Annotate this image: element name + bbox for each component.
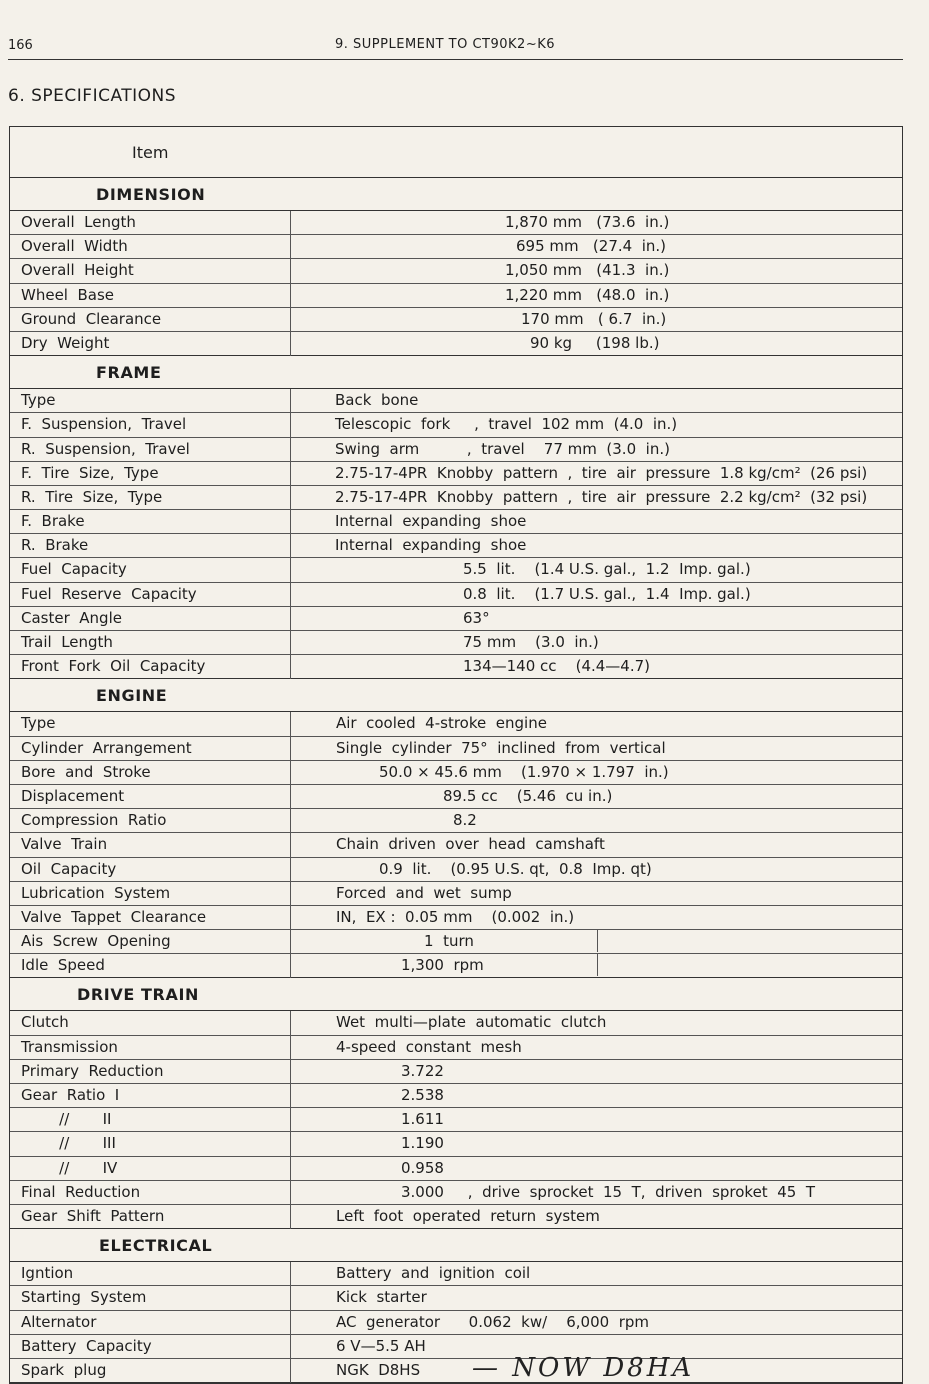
section-heading-label: DRIVE TRAIN [77,985,199,1005]
section-4 [10,1229,902,1383]
column-divider [290,1286,291,1310]
row-label: Wheel Base [21,285,115,304]
section-heading [10,978,902,1011]
table-row [10,809,902,833]
table-row [10,284,902,308]
table-row [10,785,902,809]
row-label: // III [21,1134,116,1153]
table-row [10,235,902,259]
row-value: 2.75-17-4PR Knobby pattern , tire air pressure 1.8 kg/cm² (26 psi) [335,463,868,482]
running-title: 9. SUPPLEMENT TO CT90K2~K6 [335,37,556,52]
row-value: 695 mm (27.4 in.) [516,237,667,256]
section-heading [10,1229,902,1262]
table-row [10,655,902,679]
table-row [10,882,902,906]
row-value: Internal expanding shoe [335,512,527,531]
row-label: Gear Shift Pattern [21,1206,165,1225]
table-row [10,906,902,930]
row-value: Battery and ignition coil [336,1264,531,1283]
row-value: Single cylinder 75° inclined from vertical [336,738,666,757]
specifications-table [9,126,903,1384]
row-label: Cylinder Arrangement [21,738,192,757]
section-0 [10,178,902,356]
table-sections [10,178,902,1383]
table-row [10,534,902,558]
column-divider [290,785,291,809]
table-row [10,1132,902,1156]
row-value: 50.0 × 45.6 mm (1.970 × 1.797 in.) [379,762,669,781]
table-row [10,1108,902,1132]
table-row [10,332,902,356]
column-divider [290,413,291,437]
table-row [10,211,902,235]
item-header-label: Item [132,143,169,162]
table-row [10,1011,902,1035]
table-row [10,462,902,486]
row-label: Overall Width [21,237,128,256]
row-value: Wet multi—plate automatic clutch [336,1013,607,1032]
row-label: Transmission [21,1037,118,1056]
table-row [10,930,902,954]
table-row [10,1036,902,1060]
row-label: Trail Length [21,633,113,651]
row-label: Displacement [21,786,125,805]
row-label: R. Tire Size, Type [21,487,163,506]
row-label: Ais Screw Opening [21,932,171,951]
table-row [10,308,902,332]
section-heading-label: FRAME [96,363,162,383]
row-label: Battery Capacity [21,1336,152,1355]
column-divider [290,583,291,607]
table-row [10,510,902,534]
row-value: 134—140 cc (4.4—4.7) [463,657,651,676]
table-row [10,1084,902,1108]
row-value: 1.611 [401,1110,444,1129]
row-label: Compression Ratio [21,811,167,830]
section-title: 6. SPECIFICATIONS [8,86,177,106]
row-value: 75 mm (3.0 in.) [463,633,599,651]
row-label: Fuel Reserve Capacity [21,584,197,603]
row-label: F. Tire Size, Type [21,463,159,482]
row-label: Final Reduction [21,1182,141,1201]
column-divider [290,1262,291,1286]
column-divider [290,1311,291,1335]
row-value: 1,300 rpm [401,956,484,975]
column-divider [290,1157,291,1181]
row-label: Spark plug [21,1360,107,1379]
section-heading [10,356,902,389]
row-label: Caster Angle [21,608,122,627]
row-label: Oil Capacity [21,859,117,878]
table-row [10,558,902,582]
row-label: Valve Tappet Clearance [21,907,207,926]
row-value: 89.5 cc (5.46 cu in.) [443,786,613,805]
column-divider [290,1205,291,1229]
table-row [10,1352,902,1383]
row-label: Type [21,714,56,733]
row-value: 6 V—5.5 AH [336,1336,426,1355]
row-value: AC generator 0.062 kw/ 6,000 rpm [336,1312,650,1331]
row-label: Clutch [21,1013,69,1032]
section-1 [10,356,902,679]
row-value: 170 mm ( 6.7 in.) [521,309,667,328]
table-row [10,607,902,631]
section-heading [10,178,902,211]
column-divider [290,882,291,906]
row-label: Lubrication System [21,883,171,902]
page-number: 166 [8,38,33,53]
row-value: Internal expanding shoe [335,536,527,555]
column-divider [290,1181,291,1205]
row-label: Igntion [21,1264,74,1283]
row-value: 1.190 [401,1134,444,1153]
table-row [10,389,902,413]
column-divider [290,906,291,930]
row-value: 0.9 lit. (0.95 U.S. qt, 0.8 Imp. qt) [379,859,652,878]
row-value: 1,870 mm (73.6 in.) [505,213,670,231]
row-value: 1,220 mm (48.0 in.) [505,285,670,304]
row-label: F. Brake [21,512,85,531]
column-divider [290,486,291,510]
row-value: 3.000 , drive sprocket 15 T, driven sproket 45 T [401,1182,816,1201]
column-divider [290,510,291,534]
column-divider [290,211,291,235]
row-value: Air cooled 4-stroke engine [336,714,547,733]
row-value: Telescopic fork , travel 102 mm (4.0 in.) [335,415,678,434]
section-2 [10,679,902,978]
column-divider [290,1036,291,1060]
row-label: Overall Length [21,213,136,231]
row-label: Bore and Stroke [21,762,151,781]
table-row [10,1286,902,1310]
row-label: Ground Clearance [21,309,162,328]
row-label: // II [21,1110,112,1129]
row-value: Forced and wet sump [336,883,512,902]
row-value: 1 turn [424,932,474,951]
table-row [10,1311,902,1335]
section-3 [10,978,902,1229]
table-row [10,259,902,283]
page-header [0,0,929,62]
column-divider [290,607,291,631]
row-value: 63° [463,608,490,627]
table-row [10,486,902,510]
table-row [10,1335,902,1359]
column-divider [290,809,291,833]
section-heading-label: ELECTRICAL [99,1236,213,1256]
table-row [10,858,902,882]
row-label: Gear Ratio I [21,1086,120,1104]
column-divider [290,284,291,308]
table-row [10,833,902,857]
row-label: R. Brake [21,536,89,555]
column-divider [290,631,291,655]
column-divider [290,534,291,558]
column-divider [290,558,291,582]
table-row [10,631,902,655]
column-divider [290,655,291,679]
row-value: 4-speed constant mesh [336,1037,522,1056]
column-divider [290,761,291,785]
column-divider [290,389,291,413]
column-divider [290,737,291,761]
column-divider [290,858,291,882]
table-row [10,1181,902,1205]
table-row [10,1157,902,1181]
table-row [10,413,902,437]
header-rule [8,59,903,60]
row-value: 0.8 lit. (1.7 U.S. gal., 1.4 Imp. gal.) [463,584,751,603]
column-divider [290,1359,291,1383]
row-label: Primary Reduction [21,1061,164,1080]
row-label: Type [21,391,56,410]
table-row [10,438,902,462]
column-divider [290,1011,291,1035]
table-row [10,583,902,607]
column-divider [290,1132,291,1156]
row-value: Swing arm , travel 77 mm (3.0 in.) [335,439,670,458]
column-divider [290,1084,291,1108]
row-value: Back bone [335,391,419,410]
row-value: 90 kg (198 lb.) [530,333,660,352]
row-label: Front Fork Oil Capacity [21,657,206,676]
row-value: 0.958 [401,1158,444,1177]
row-value: 2.75-17-4PR Knobby pattern , tire air pressure 2.2 kg/cm² (32 psi) [335,487,868,506]
row-label: Starting System [21,1288,147,1307]
handwritten-note: — NOW D8HA [472,1352,695,1383]
table-row [10,761,902,785]
row-label: Valve Train [21,835,108,854]
row-value: Left foot operated return system [336,1206,600,1225]
column-divider [290,438,291,462]
table-row [10,954,902,978]
row-value: 1,050 mm (41.3 in.) [505,261,670,280]
row-value: 5.5 lit. (1.4 U.S. gal., 1.2 Imp. gal.) [463,560,751,579]
row-label: // IV [21,1158,118,1177]
table-row [10,1262,902,1286]
row-value: 3.722 [401,1061,444,1080]
column-divider [290,235,291,259]
row-value: 2.538 [401,1086,444,1104]
section-heading-label: ENGINE [96,686,168,706]
item-column-header [10,127,902,178]
row-label: F. Suspension, Travel [21,415,187,434]
row-value: Chain driven over head camshaft [336,835,605,854]
row-value: 8.2 [453,811,477,830]
table-row [10,737,902,761]
column-divider [290,259,291,283]
table-row [10,1205,902,1229]
row-label: Overall Height [21,261,134,280]
column-divider [290,1335,291,1359]
row-value: NGK D8HS [336,1360,421,1379]
row-label: Idle Speed [21,956,105,975]
column-divider [290,712,291,736]
table-row [10,712,902,736]
column-divider [290,308,291,332]
section-heading [10,679,902,712]
column-divider [290,1060,291,1084]
column-divider [290,833,291,857]
column-divider [290,332,291,356]
row-value: Kick starter [336,1288,427,1307]
row-label: Alternator [21,1312,97,1331]
column-divider [290,1108,291,1132]
table-row [10,1060,902,1084]
column-divider [290,462,291,486]
row-label: Fuel Capacity [21,560,127,579]
row-value: IN, EX : 0.05 mm (0.002 in.) [336,907,575,926]
row-label: Dry Weight [21,333,110,352]
row-label: R. Suspension, Travel [21,439,190,458]
section-heading-label: DIMENSION [96,185,206,204]
